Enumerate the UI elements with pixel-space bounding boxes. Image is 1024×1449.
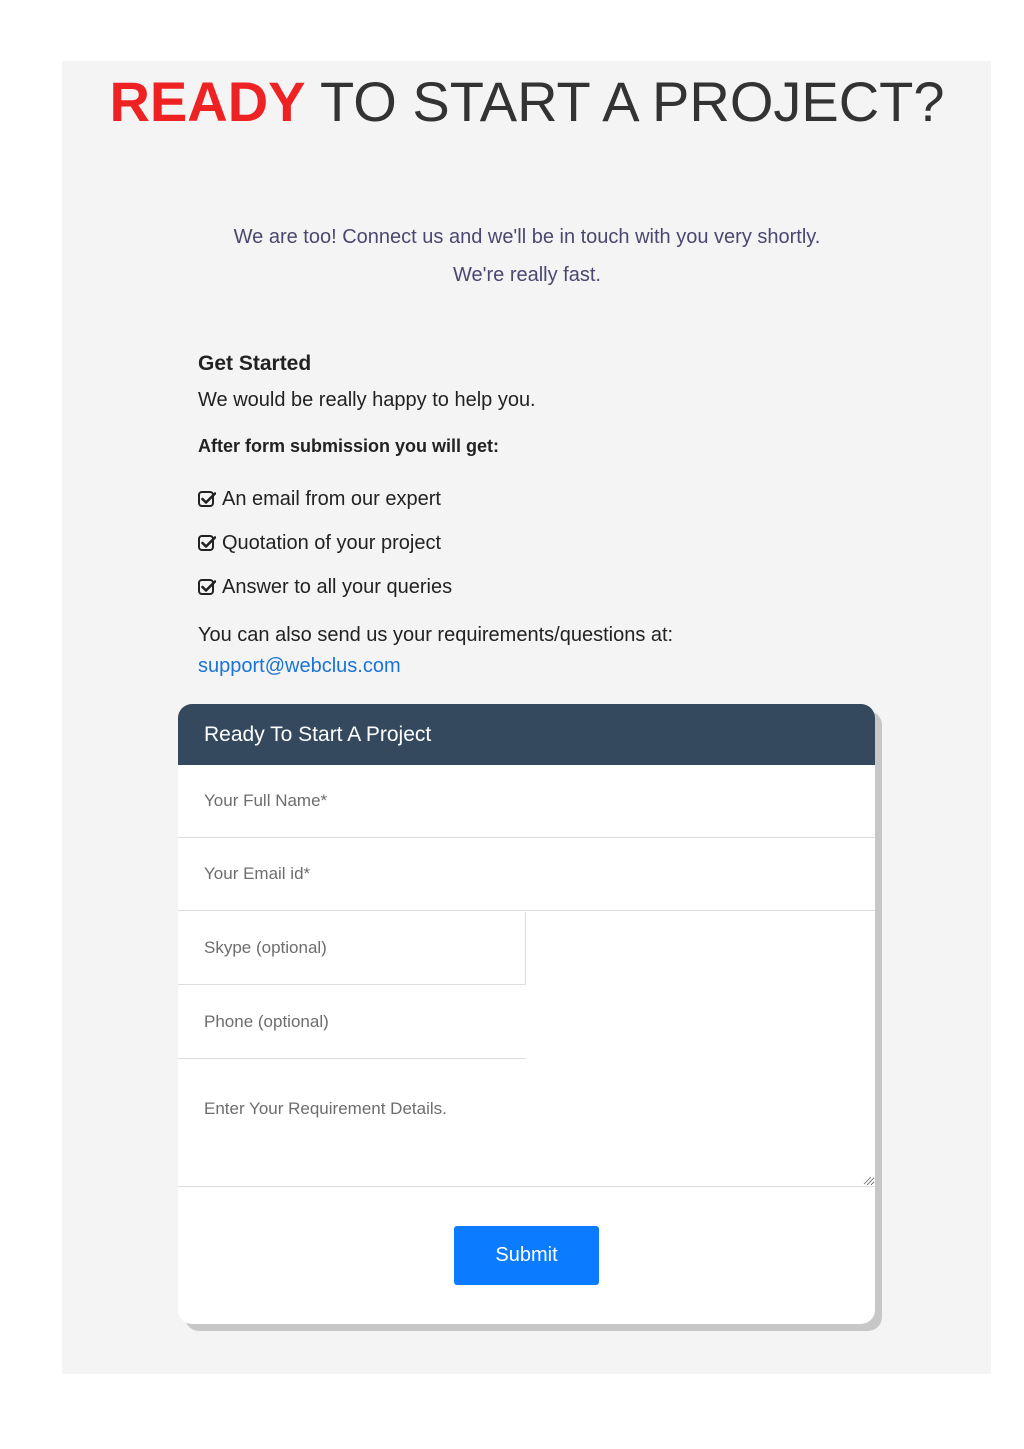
hero-title <box>0 70 1024 134</box>
project-form <box>178 704 875 1324</box>
checkbox-checked-icon <box>198 578 216 596</box>
benefit-text: Quotation of your project <box>222 531 442 554</box>
benefit-item <box>198 477 452 521</box>
benefit-text: An email from our expert <box>222 487 441 510</box>
hero-subtitle-2: We're really fast. <box>453 264 601 286</box>
hero-title-rest: TO START A PROJECT? <box>305 70 945 133</box>
requirement-details-textarea[interactable] <box>178 1059 875 1187</box>
support-email-link[interactable]: support@webclus.com <box>198 655 401 677</box>
hero-title-accent: READY <box>109 70 306 133</box>
phone-input[interactable] <box>178 986 526 1059</box>
benefit-text: Answer to all your queries <box>222 575 453 598</box>
benefits-list <box>198 477 452 609</box>
full-name-input[interactable] <box>178 765 875 838</box>
checkbox-checked-icon <box>198 534 216 552</box>
checkbox-checked-icon <box>198 490 216 508</box>
contact-text: You can also send us your requirements/questions at: <box>198 624 674 646</box>
get-started-subheading: We would be really happy to help you. <box>198 389 536 411</box>
hero-subtitle: We are too! Connect us and we'll be in touch with you very shortly. <box>233 226 821 248</box>
resize-grip-icon[interactable] <box>862 1175 872 1185</box>
submit-button[interactable]: Submit <box>454 1226 599 1285</box>
form-header: Ready To Start A Project <box>178 704 875 765</box>
skype-input[interactable] <box>178 912 526 985</box>
get-started-heading: Get Started <box>198 352 312 375</box>
email-input[interactable] <box>178 838 875 911</box>
after-submission-label: After form submission you will get: <box>198 436 500 456</box>
benefit-item <box>198 565 452 609</box>
benefit-item <box>198 521 452 565</box>
